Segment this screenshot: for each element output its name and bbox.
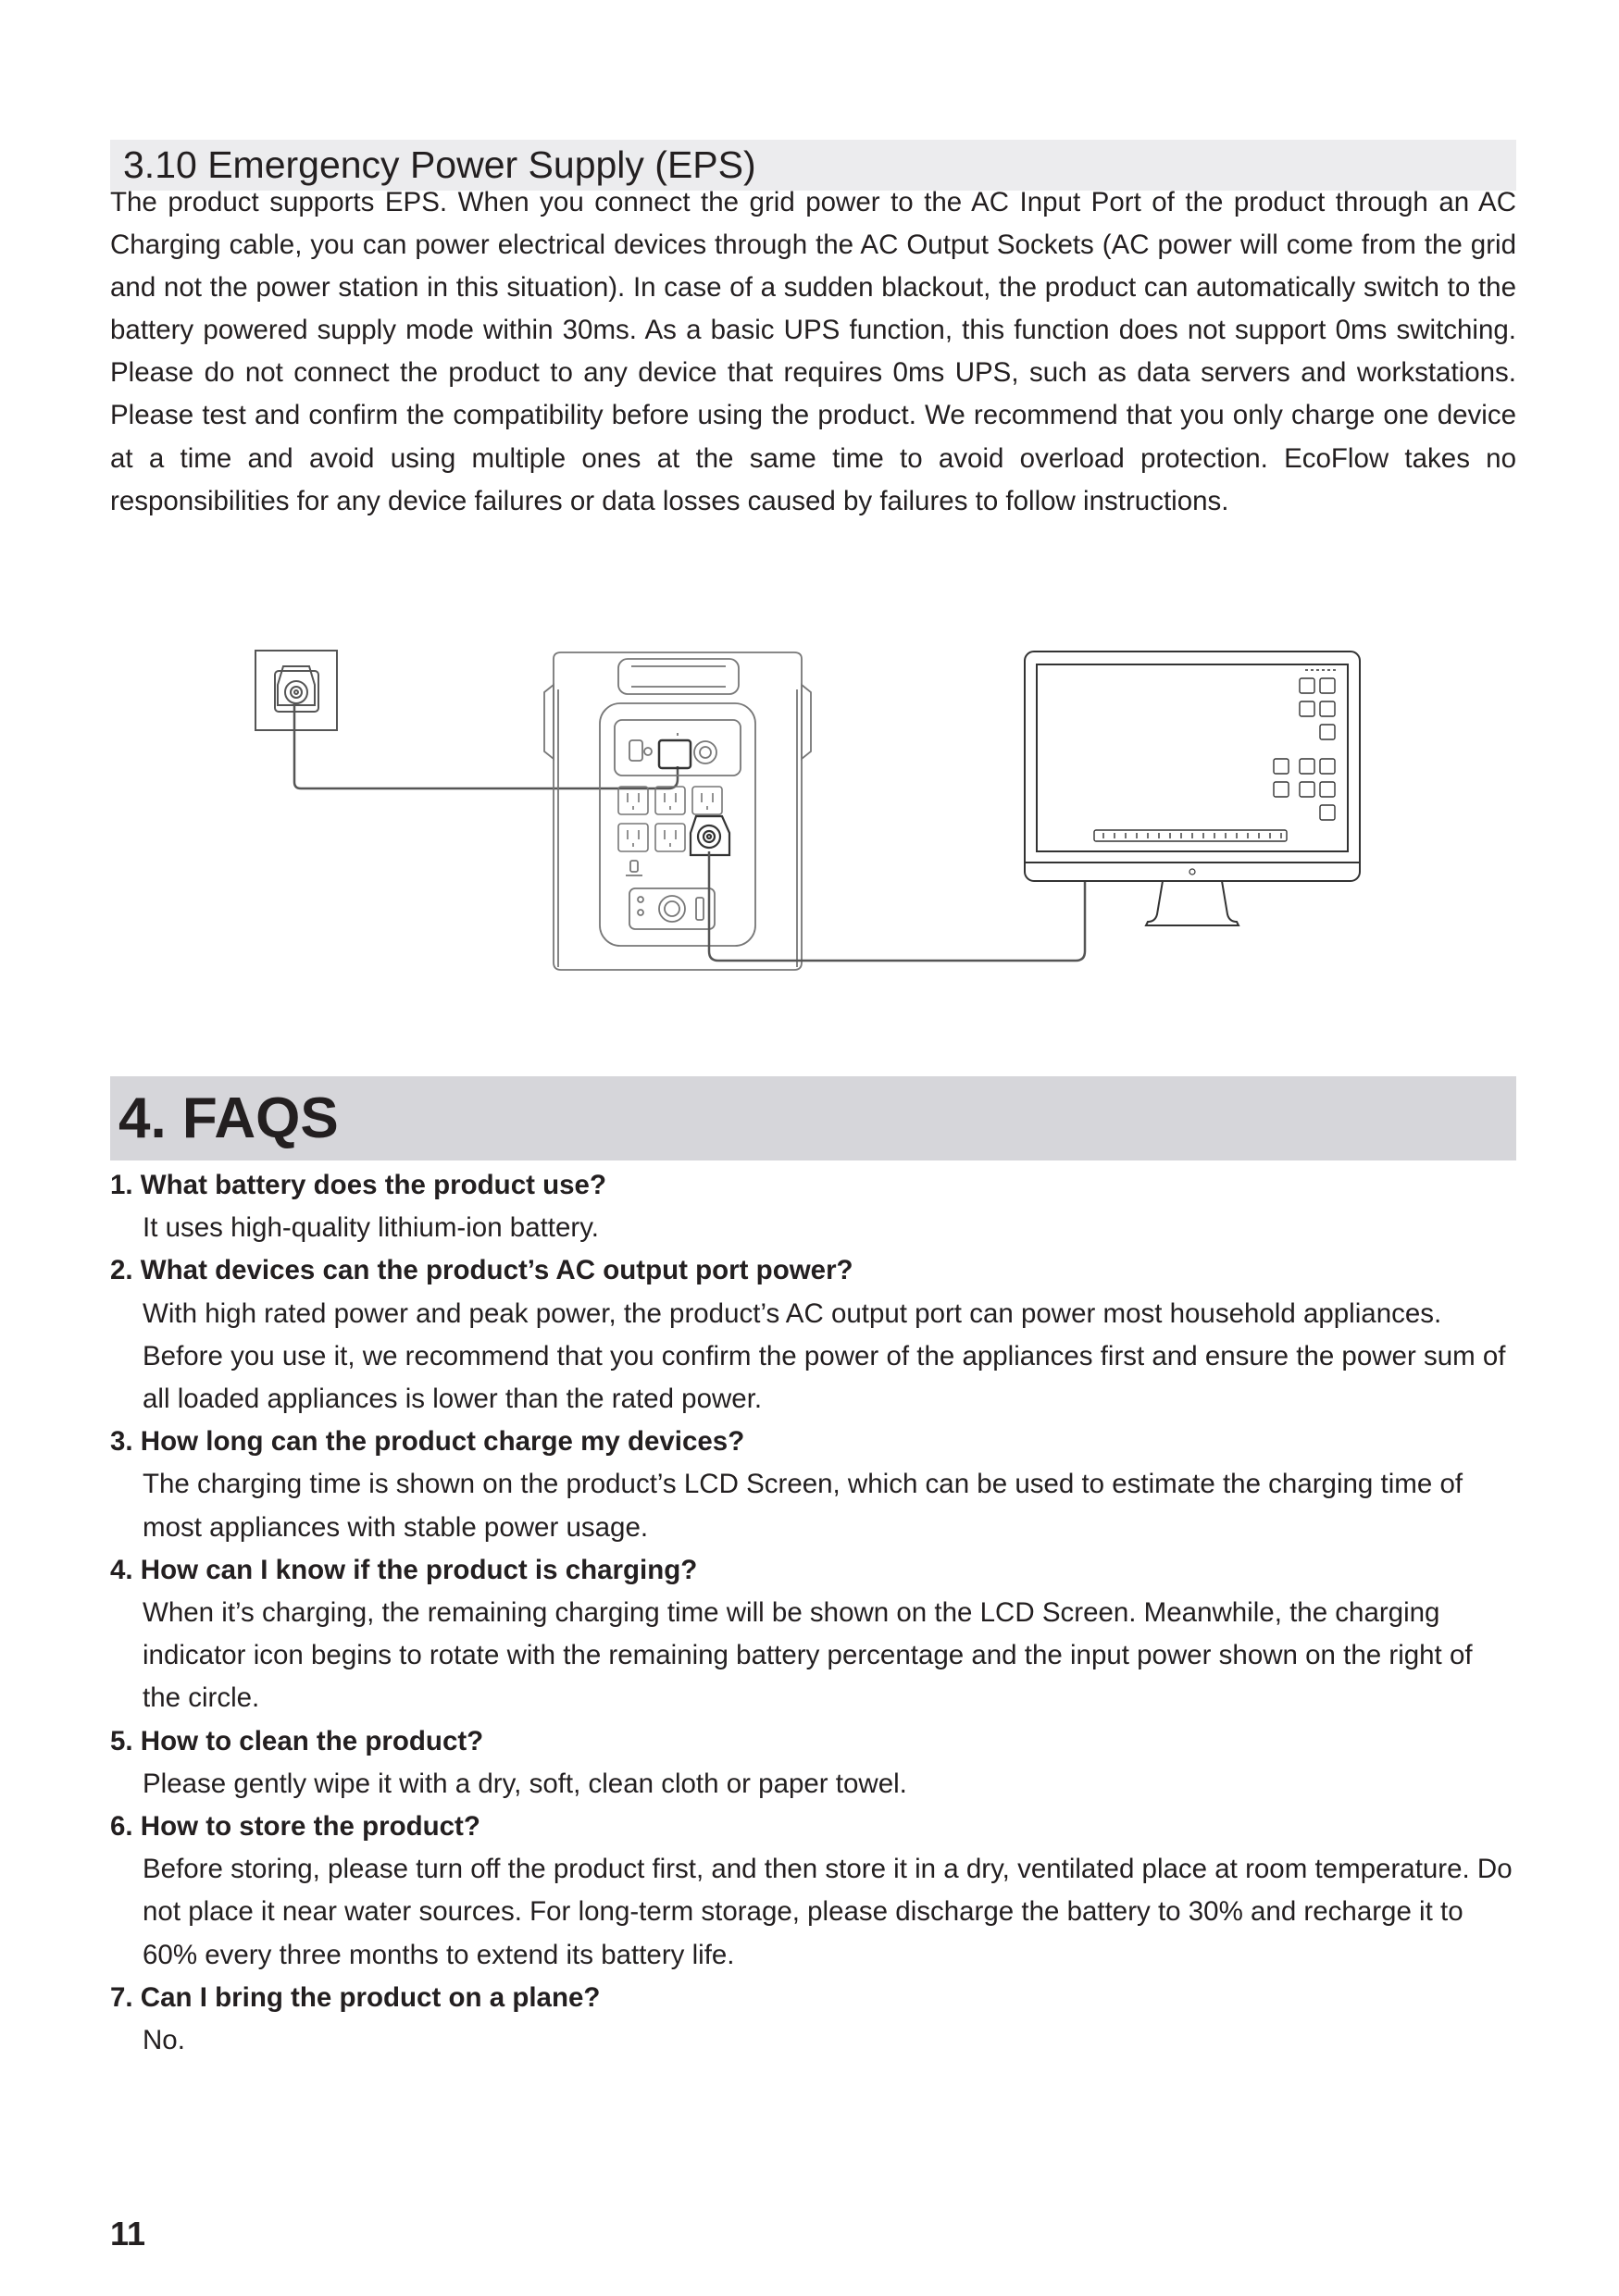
faq-question: 3. How long can the product charge my devices? bbox=[110, 1426, 745, 1458]
faq-item bbox=[110, 1806, 1516, 1977]
faq-question: 4. How can I know if the product is charging? bbox=[110, 1554, 698, 1585]
faq-question: 6. How to store the product? bbox=[110, 1811, 480, 1843]
faq-list bbox=[110, 1164, 1516, 2062]
eps-connection-diagram bbox=[250, 643, 1389, 978]
ac-output-cable bbox=[709, 851, 1085, 961]
faq-item bbox=[110, 1421, 1516, 1549]
faq-item bbox=[110, 1249, 1516, 1421]
faq-answer: With high rated power and peak power, the product’s AC output port can power most household appliances. Before you use it, we recommend that you confirm the power of the appliances first and ensure the power sum of all loaded appliances is lower than the rated power. bbox=[143, 1297, 1506, 1415]
faq-question: 1. What battery does the product use? bbox=[110, 1170, 606, 1200]
faq-question: 5. How to clean the product? bbox=[110, 1725, 484, 1756]
faq-item bbox=[110, 1549, 1516, 1720]
faq-answer: When it’s charging, the remaining charging time will be shown on the LCD Screen. Meanwhile, the charging indicator icon begins to rotate with the remaining battery percentage and the input power shown on the right of the circle. bbox=[143, 1597, 1473, 1714]
ac-output-plug-icon bbox=[691, 816, 729, 855]
wall-socket-icon bbox=[255, 651, 337, 730]
faq-item bbox=[110, 1164, 1516, 1249]
power-station-illustration bbox=[544, 652, 811, 970]
section-heading: 3.10 Emergency Power Supply (EPS) bbox=[110, 140, 1516, 191]
faq-answer: No. bbox=[143, 2025, 185, 2056]
faqs-heading: 4. FAQS bbox=[110, 1076, 1516, 1160]
faq-question: 7. Can I bring the product on a plane? bbox=[110, 1981, 601, 2013]
page-number: 11 bbox=[110, 2215, 146, 2253]
eps-description: The product supports EPS. When you connect the grid power to the AC Input Port of the product through an AC Charging cable, you can power electrical devices through the AC Output Sockets (AC power will come from the grid and not the power station in this situation). In case of a sudden blackout, the product can automatically switch to the battery powered supply mode within 30ms. As a basic UPS function, this function does not support 0ms switching. Please do not connect the product to any device that requires 0ms UPS, such as data servers and workstations. Please test and confirm the compatibility before using the product. We recommend that you only charge one device at a time and avoid using multiple ones at the same time to avoid overload protection. EcoFlow takes no responsibilities for any device failures or data losses caused by failures to follow instructions. bbox=[110, 187, 1516, 516]
faq-item bbox=[110, 1977, 1516, 2062]
faq-answer: The charging time is shown on the product’s LCD Screen, which can be used to estimate the charging time of most appliances with stable power usage. bbox=[143, 1469, 1463, 1543]
faq-item bbox=[110, 1720, 1516, 1806]
faq-answer: It uses high-quality lithium-ion battery. bbox=[143, 1212, 599, 1244]
faq-question: 2. What devices can the product’s AC output port power? bbox=[110, 1255, 853, 1286]
faq-answer: Please gently wipe it with a dry, soft, clean cloth or paper towel. bbox=[143, 1768, 907, 1799]
monitor-illustration bbox=[1025, 652, 1360, 925]
faq-answer: Before storing, please turn off the product first, and then store it in a dry, ventilated place at room temperature. Do not place it near water sources. For long-term storage, please discharge the battery to 30% and recharge it to 60% every three months to extend its battery life. bbox=[143, 1854, 1513, 1970]
